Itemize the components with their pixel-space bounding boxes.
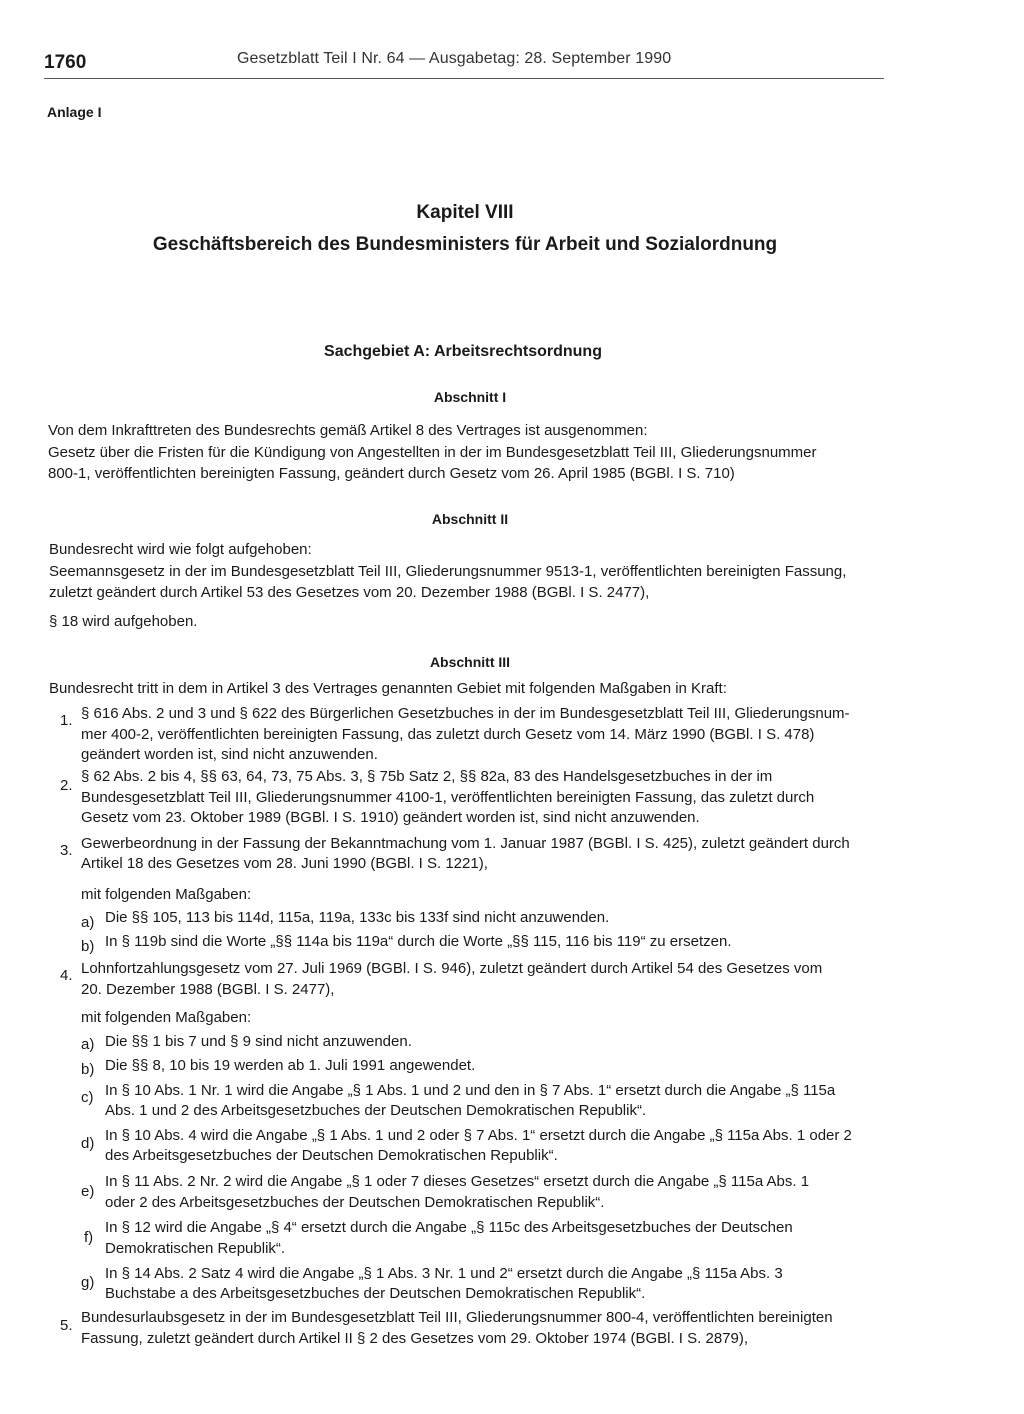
section-1-line: Gesetz über die Fristen für die Kündigung von Angestellten in der im Bundesgesetzblatt Teil III, Gliederungsnummer [48, 444, 817, 461]
list-item-number: 1. [60, 712, 73, 729]
list-item-line: Bundesgesetzblatt Teil III, Gliederungsnummer 4100-1, veröffentlichten bereinigten Fassung, das zuletzt durch [81, 789, 815, 806]
sub-item-letter: a) [81, 1036, 95, 1053]
list-item-line: § 616 Abs. 2 und 3 und § 622 des Bürgerlichen Gesetzbuches in der im Bundesgesetzblatt Teil III, Gliederungsnum- [81, 705, 850, 722]
sub-item-letter: a) [81, 914, 95, 931]
section-2-heading: Abschnitt II [431, 511, 509, 527]
sub-item-line: In § 10 Abs. 4 wird die Angabe „§ 1 Abs. 1 und 2 oder § 7 Abs. 1“ ersetzt durch die Angabe „§ 115a Abs. 1 oder 2 [105, 1127, 852, 1144]
sub-item-letter: c) [81, 1089, 94, 1106]
section-2-line: zuletzt geändert durch Artikel 53 des Gesetzes vom 20. Dezember 1988 (BGBl. I S. 2477), [49, 584, 650, 601]
list-item-line: Artikel 18 des Gesetzes vom 28. Juni 1990 (BGBl. I S. 1221), [81, 855, 488, 872]
list-item-line: Fassung, zuletzt geändert durch Artikel II § 2 des Gesetzes vom 29. Oktober 1974 (BGBl. I S. 2879), [81, 1330, 749, 1347]
section-2-para: § 18 wird aufgehoben. [49, 613, 198, 630]
subject-area-heading: Sachgebiet A: Arbeitsrechtsordnung [324, 343, 602, 360]
section-2-line: Seemannsgesetz in der im Bundesgesetzblatt Teil III, Gliederungsnummer 9513-1, veröffentlichten bereinigten Fassung, [49, 563, 847, 580]
chapter-heading: Kapitel VIII [416, 202, 514, 223]
page-number: 1760 [44, 52, 87, 73]
section-3-intro: Bundesrecht tritt in dem in Artikel 3 des Vertrages genannten Gebiet mit folgenden Maßgaben in Kraft: [49, 680, 727, 697]
list-item-line: Lohnfortzahlungsgesetz vom 27. Juli 1969 (BGBl. I S. 946), zuletzt geändert durch Artikel 54 des Gesetzes vom [81, 960, 823, 977]
sub-item-letter: f) [84, 1229, 94, 1246]
sub-item-line: Abs. 1 und 2 des Arbeitsgesetzbuches der Deutschen Demokratischen Republik“. [105, 1102, 647, 1119]
list-item-line: § 62 Abs. 2 bis 4, §§ 63, 64, 73, 75 Abs. 3, § 75b Satz 2, §§ 82a, 83 des Handelsgesetzbuches in der im [81, 768, 773, 785]
list-item-line: 20. Dezember 1988 (BGBl. I S. 2477), [81, 981, 335, 998]
list-item-number: 4. [60, 967, 73, 984]
section-1-line: 800-1, veröffentlichten bereinigten Fassung, geändert durch Gesetz vom 26. April 1985 (BGBl. I S. 710) [48, 465, 735, 482]
list-item-line: geändert worden ist, sind nicht anzuwenden. [81, 746, 378, 763]
list-item-line: Gewerbeordnung in der Fassung der Bekanntmachung vom 1. Januar 1987 (BGBl. I S. 425), zuletzt geändert durch [81, 835, 850, 852]
list-item-number: 2. [60, 777, 73, 794]
sub-item-line: In § 119b sind die Worte „§§ 114a bis 119a“ durch die Worte „§§ 115, 116 bis 119“ zu ersetzen. [105, 933, 732, 950]
sub-item-line: Die §§ 105, 113 bis 114d, 115a, 119a, 133c bis 133f sind nicht anzuwenden. [105, 909, 610, 926]
annex-label: Anlage I [47, 104, 102, 120]
section-3-heading: Abschnitt III [429, 654, 511, 670]
sub-item-letter: d) [81, 1135, 95, 1152]
list-item-measures-label: mit folgenden Maßgaben: [81, 886, 252, 903]
sub-item-line: Demokratischen Republik“. [105, 1240, 286, 1257]
sub-item-line: In § 12 wird die Angabe „§ 4“ ersetzt durch die Angabe „§ 115c des Arbeitsgesetzbuches der Deutschen [105, 1219, 793, 1236]
section-1-heading: Abschnitt I [433, 389, 507, 405]
sub-item-line: In § 11 Abs. 2 Nr. 2 wird die Angabe „§ 1 oder 7 dieses Gesetzes“ ersetzt durch die Angabe „§ 115a Abs. 1 [105, 1173, 810, 1190]
sub-item-line: des Arbeitsgesetzbuches der Deutschen Demokratischen Republik“. [105, 1147, 558, 1164]
list-item-number: 5. [60, 1317, 73, 1334]
sub-item-line: Die §§ 1 bis 7 und § 9 sind nicht anzuwenden. [105, 1033, 412, 1050]
chapter-title: Geschäftsbereich des Bundesministers für Arbeit und Sozialordnung [152, 234, 778, 255]
section-1-intro: Von dem Inkrafttreten des Bundesrechts gemäß Artikel 8 des Vertrages ist ausgenommen: [48, 422, 648, 439]
list-item-line: Gesetz vom 23. Oktober 1989 (BGBl. I S. 1910) geändert worden ist, sind nicht anzuwenden. [81, 809, 700, 826]
list-item-line: mer 400-2, veröffentlichten bereinigten Fassung, das zuletzt durch Gesetz vom 14. März 1990 (BGBl. I S. 478) [81, 726, 815, 743]
list-item-measures-label: mit folgenden Maßgaben: [81, 1009, 252, 1026]
sub-item-letter: g) [81, 1274, 95, 1291]
sub-item-line: oder 2 des Arbeitsgesetzbuches der Deutschen Demokratischen Republik“. [105, 1194, 605, 1211]
sub-item-line: In § 10 Abs. 1 Nr. 1 wird die Angabe „§ 1 Abs. 1 und 2 und den in § 7 Abs. 1“ ersetzt durch die Angabe „§ 115a [105, 1082, 836, 1099]
page-header [44, 48, 884, 79]
sub-item-line: Die §§ 8, 10 bis 19 werden ab 1. Juli 1991 angewendet. [105, 1057, 476, 1074]
sub-item-letter: b) [81, 938, 95, 955]
sub-item-letter: b) [81, 1061, 95, 1078]
sub-item-letter: e) [81, 1183, 95, 1200]
sub-item-line: In § 14 Abs. 2 Satz 4 wird die Angabe „§ 1 Abs. 3 Nr. 1 und 2“ ersetzt durch die Angabe „§ 115a Abs. 3 [105, 1265, 783, 1282]
list-item-number: 3. [60, 842, 73, 859]
sub-item-line: Buchstabe a des Arbeitsgesetzbuches der Deutschen Demokratischen Republik“. [105, 1285, 646, 1302]
section-2-intro: Bundesrecht wird wie folgt aufgehoben: [49, 541, 312, 558]
header-text: Gesetzblatt Teil I Nr. 64 — Ausgabetag: 28. September 1990 [237, 50, 672, 67]
list-item-line: Bundesurlaubsgesetz in der im Bundesgesetzblatt Teil III, Gliederungsnummer 800-4, veröffentlichten bereinigten [81, 1309, 833, 1326]
